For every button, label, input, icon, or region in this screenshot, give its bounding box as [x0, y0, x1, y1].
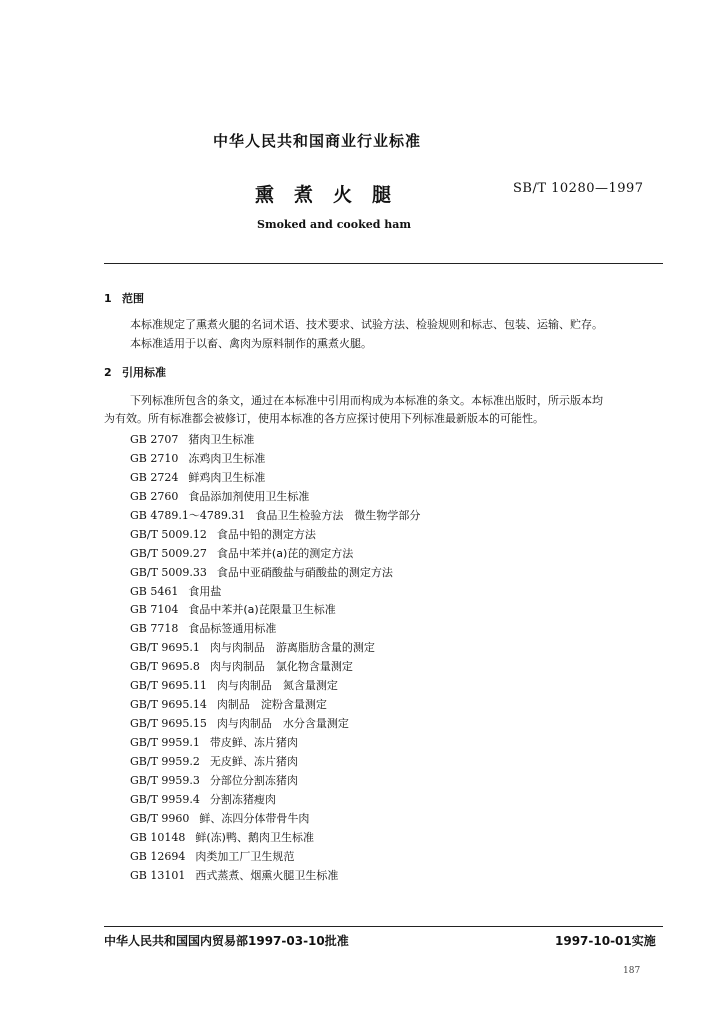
reference-title: 食品卫生检验方法 微生物学部分 — [255, 508, 421, 522]
reference-code: GB 12694 — [130, 849, 186, 863]
reference-code: GB 10148 — [130, 830, 186, 844]
reference-title: 冻鸡肉卫生标准 — [188, 451, 266, 465]
list-item — [130, 657, 420, 676]
reference-title: 食品添加剂使用卫生标准 — [188, 489, 310, 503]
list-item — [130, 828, 420, 847]
list-item — [130, 449, 420, 468]
list-item — [130, 600, 420, 619]
header-divider — [104, 263, 663, 264]
reference-code: GB/T 9695.14 — [130, 698, 207, 712]
reference-code: GB/T 9695.15 — [130, 717, 207, 731]
reference-title: 无皮鲜、冻片猪肉 — [209, 754, 298, 768]
reference-code: GB 7718 — [130, 622, 179, 636]
reference-title: 肉制品 淀粉含量测定 — [216, 698, 327, 712]
reference-code: GB/T 5009.27 — [130, 546, 207, 560]
section-2-heading — [104, 364, 166, 380]
reference-title: 肉与肉制品 氮含量测定 — [216, 679, 338, 693]
list-item — [130, 695, 420, 714]
list-item — [130, 525, 420, 544]
standard-title-cn: 熏煮火腿 — [255, 184, 412, 206]
list-item — [130, 487, 420, 506]
section-1-paragraph-1: 本标准规定了熏煮火腿的名词术语、技术要求、试验方法、检验规则和标志、包装、运输、贮存。 — [130, 318, 603, 331]
page-number: 187 — [623, 966, 641, 976]
section-number: 2 — [104, 366, 112, 379]
section-1-heading — [104, 290, 144, 306]
reference-title: 食品标签通用标准 — [188, 622, 277, 636]
reference-title: 食品中苯并(a)芘限量卫生标准 — [188, 603, 336, 617]
reference-title: 猪肉卫生标准 — [188, 433, 255, 446]
reference-code: GB 7104 — [130, 603, 179, 617]
list-item — [130, 430, 420, 449]
list-item — [130, 847, 420, 866]
reference-title: 鲜(冻)鸭、鹅肉卫生标准 — [195, 830, 314, 844]
reference-title: 分部位分割冻猪肉 — [209, 773, 298, 787]
implementation-date: 1997-10-01实施 — [555, 934, 656, 948]
reference-code: GB/T 9695.11 — [130, 679, 207, 693]
list-item — [130, 582, 420, 601]
issuing-organization: 中华人民共和国商业行业标准 — [213, 132, 422, 150]
standard-code: SB/T 10280—1997 — [513, 181, 644, 196]
reference-code: GB 2710 — [130, 451, 179, 465]
reference-code: GB/T 9695.1 — [130, 641, 200, 655]
reference-code: GB 2760 — [130, 489, 179, 503]
reference-code: GB/T 9960 — [130, 811, 190, 825]
reference-title: 西式蒸煮、烟熏火腿卫生标准 — [195, 868, 339, 882]
section-1-paragraph-2: 本标准适用于以畜、禽肉为原料制作的熏煮火腿。 — [130, 337, 372, 350]
list-item — [130, 638, 420, 657]
reference-title: 鲜鸡肉卫生标准 — [188, 470, 266, 484]
reference-code: GB/T 9695.8 — [130, 660, 200, 674]
reference-code: GB/T 5009.12 — [130, 527, 207, 541]
reference-title: 肉与肉制品 氯化物含量测定 — [209, 660, 353, 674]
standard-title-en: Smoked and cooked ham — [257, 218, 411, 231]
list-item — [130, 619, 420, 638]
list-item — [130, 468, 420, 487]
reference-title: 肉与肉制品 水分含量测定 — [216, 717, 349, 731]
reference-title: 食品中亚硝酸盐与硝酸盐的测定方法 — [216, 565, 393, 579]
section-2-intro-line-1: 下列标准所包含的条文，通过在本标准中引用而构成为本标准的条文。本标准出版时，所示版本均 — [130, 394, 603, 407]
reference-title: 肉类加工厂卫生规范 — [195, 849, 295, 863]
approval-line: 中华人民共和国国内贸易部1997-03-10批准 — [104, 934, 349, 948]
list-item — [130, 752, 420, 771]
footer-divider — [104, 926, 663, 927]
reference-title: 食品中铅的测定方法 — [216, 527, 316, 541]
list-item — [130, 714, 420, 733]
reference-code: GB 13101 — [130, 868, 186, 882]
reference-standards-list — [130, 430, 420, 885]
reference-title: 分割冻猪瘦肉 — [209, 792, 276, 806]
list-item — [130, 771, 420, 790]
reference-code: GB/T 9959.1 — [130, 736, 200, 749]
list-item — [130, 544, 420, 563]
reference-code: GB/T 5009.33 — [130, 565, 207, 579]
reference-title: 食品中苯并(a)芘的测定方法 — [216, 546, 354, 560]
list-item — [130, 809, 420, 828]
reference-code: GB/T 9959.2 — [130, 754, 200, 768]
reference-code: GB 5461 — [130, 584, 179, 598]
list-item — [130, 866, 420, 885]
list-item — [130, 733, 420, 752]
reference-code: GB 2707 — [130, 433, 179, 446]
list-item — [130, 790, 420, 809]
reference-title: 食用盐 — [188, 584, 222, 598]
reference-title: 鲜、冻四分体带骨牛肉 — [199, 811, 310, 825]
list-item — [130, 506, 420, 525]
list-item — [130, 676, 420, 695]
reference-code: GB 2724 — [130, 470, 179, 484]
section-number: 1 — [104, 292, 112, 305]
reference-code: GB/T 9959.4 — [130, 792, 200, 806]
section-2-intro-line-2: 为有效。所有标准都会被修订，使用本标准的各方应探讨使用下列标准最新版本的可能性。 — [104, 412, 544, 425]
reference-title: 带皮鲜、冻片猪肉 — [209, 736, 298, 749]
section-title: 引用标准 — [122, 366, 166, 379]
list-item — [130, 563, 420, 582]
reference-code: GB/T 9959.3 — [130, 773, 200, 787]
section-title: 范围 — [122, 292, 144, 305]
reference-title: 肉与肉制品 游离脂肪含量的测定 — [209, 641, 375, 655]
reference-code: GB 4789.1～4789.31 — [130, 508, 246, 522]
